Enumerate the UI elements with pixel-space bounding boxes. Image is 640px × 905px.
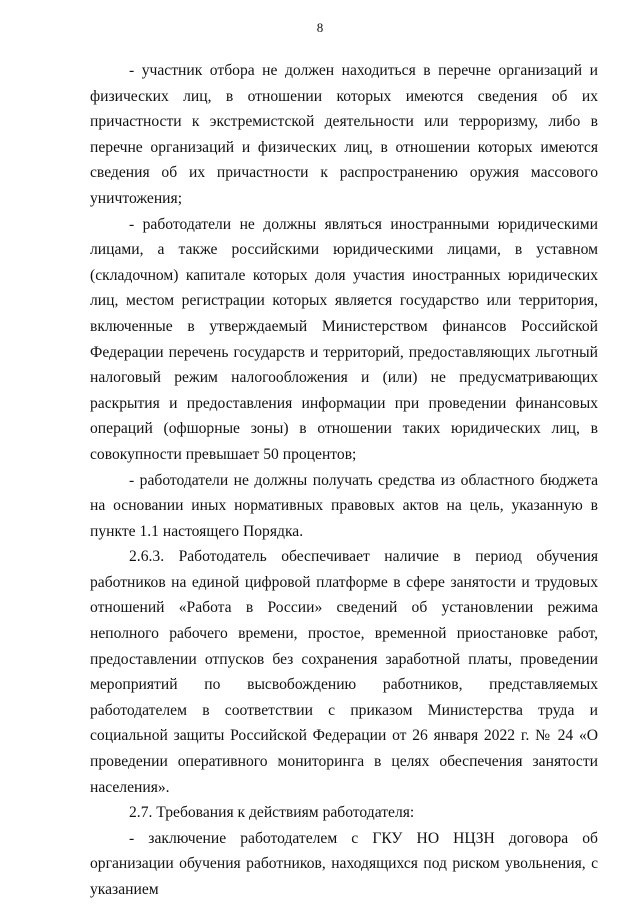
page-number: 8 — [316, 20, 324, 35]
paragraph-regional-budget: - работодатели не должны получать средства из областного бюджета на основании иных нормативных правовых актов на цель, указанную в пункте 1.1 настоящего Порядка. — [90, 471, 598, 540]
paragraph-training-contract: - заключение работодателем с ГКУ НО НЦЗН договора об организации обучения работников, находящихся под риском увольнения, с указанием — [90, 829, 598, 898]
paragraph-extremism-list: - участник отбора не должен находиться в перечне организаций и физических лиц, в отношении которых имеются сведения об их причастности к экстремистской деятельности или терроризму, либо в перечне организаций и физических лиц, в отношении которых имеются сведения об их причастности к распространению оружия массового уничтожения; — [90, 62, 598, 207]
document-body — [90, 58, 598, 903]
paragraph-2-6-3: 2.6.3. Работодатель обеспечивает наличие в период обучения работников на единой цифровой платформе в сфере занятости и трудовых отношений «Работа в России» сведений об установлении режима неполного рабочего времени, простое, временной приостановке работ, предоставлении отпусков без сохранения заработной платы, проведении мероприятий по высвобождению работников, представляемых работодателем в соответствии с приказом Министерства труда и социальной защиты Российской Федерации от 26 января 2022 г. № 24 «О проведении оперативного мониторинга в целях обеспечения занятости населения». — [90, 548, 598, 796]
paragraph-2-7-heading: 2.7. Требования к действиям работодателя: — [129, 804, 415, 822]
paragraph-foreign-entities: - работодатели не должны являться иностранными юридическими лицами, а также российскими юридическими лицами, в уставном (складочном) капитале которых доля участия иностранных юридических лиц, местом регистрации которых является государство или территория, включенные в утверждаемый Министерством финансов Российской Федерации перечень государств и территорий, предоставляющих льготный налоговый режим налогообложения и (или) не предусматривающих раскрытия и предоставления информации при проведении финансовых операций (офшорные зоны) в отношении таких юридических лиц, в совокупности превышает 50 процентов; — [90, 215, 598, 463]
